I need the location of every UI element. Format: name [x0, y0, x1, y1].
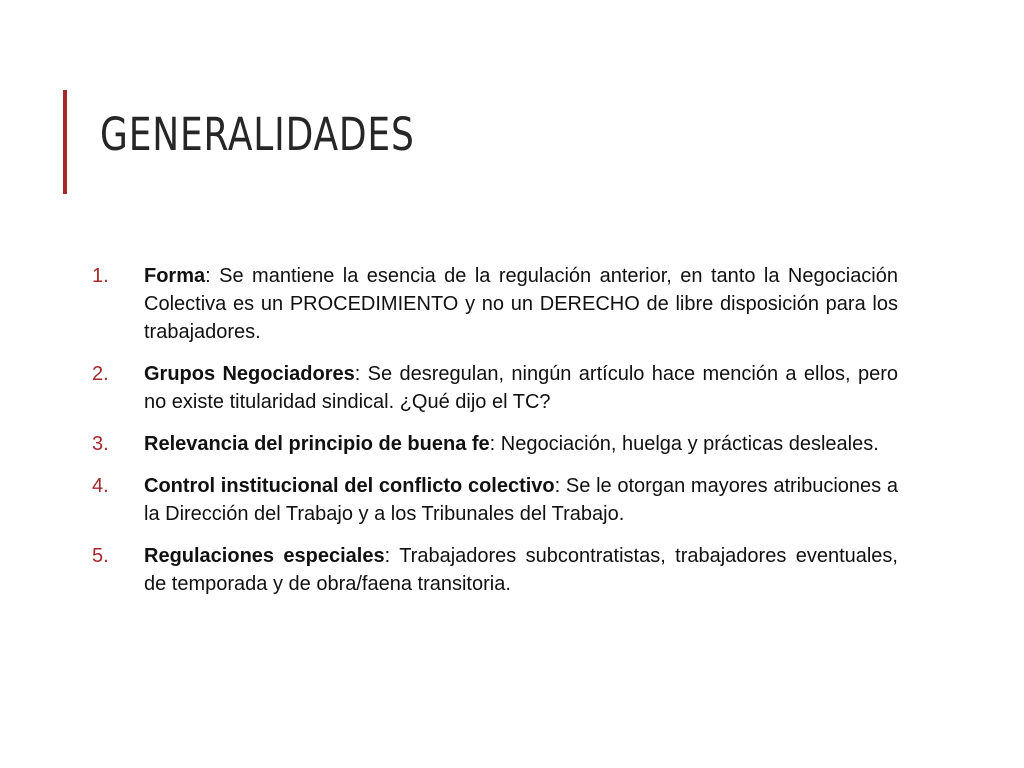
item-number: 2.: [92, 363, 109, 385]
list-item: [92, 262, 898, 346]
item-description: : Se desregulan, ningún artículo hace mención a ellos, pero no existe titularidad sindical. ¿Qué dijo el TC?: [144, 363, 898, 413]
item-number: 5.: [92, 545, 109, 567]
item-term: Forma: [144, 265, 206, 287]
slide-title: GENERALIDADES: [100, 108, 415, 161]
item-description: : Negociación, huelga y prácticas desleales.: [489, 433, 879, 455]
item-text: [144, 262, 898, 346]
item-term: Control institucional del conflicto colectivo: [144, 475, 555, 497]
item-text: [144, 360, 898, 416]
item-text: [144, 430, 898, 458]
item-description: : Se le otorgan mayores atribuciones a la Dirección del Trabajo y a los Tribunales del Trabajo.: [144, 475, 898, 525]
item-term: Grupos Negociadores: [144, 363, 355, 385]
list-item: [92, 430, 898, 458]
item-text: [144, 472, 898, 528]
item-number: 1.: [92, 265, 109, 287]
numbered-list: [92, 262, 898, 612]
list-item: [92, 472, 898, 528]
item-term: Regulaciones especiales: [144, 545, 385, 567]
item-text: [144, 542, 898, 598]
item-description: : Trabajadores subcontratistas, trabajadores eventuales, de temporada y de obra/faena transitoria.: [144, 545, 898, 595]
item-number: 3.: [92, 433, 109, 455]
item-term: Relevancia del principio de buena fe: [144, 433, 490, 455]
item-description: : Se mantiene la esencia de la regulación anterior, en tanto la Negociación Colectiva es un PROCEDIMIENTO y no un DERECHO de libre disposición para los trabajadores.: [144, 265, 898, 343]
item-number: 4.: [92, 475, 109, 497]
list-item: [92, 360, 898, 416]
list-item: [92, 542, 898, 598]
title-accent-bar: [63, 90, 67, 194]
